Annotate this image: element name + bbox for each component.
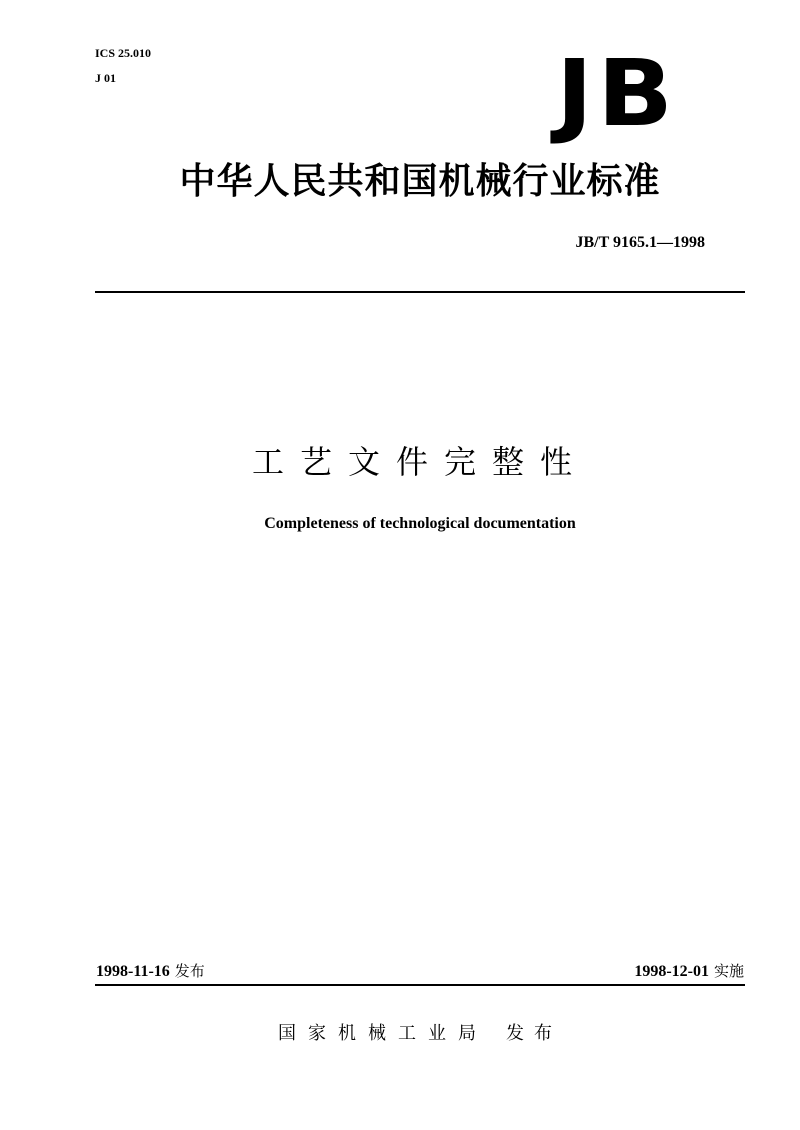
publisher-organization: 国家机械工业局 <box>278 1023 488 1044</box>
issue-date-block <box>96 961 205 982</box>
top-divider <box>95 291 745 293</box>
implementation-date-block <box>634 961 744 982</box>
bottom-divider <box>95 984 745 986</box>
issue-label: 发布 <box>174 962 205 980</box>
standard-number: JB/T 9165.1—1998 <box>575 234 705 251</box>
standard-heading: 中华人民共和国机械行业标准 <box>179 161 661 202</box>
implementation-date: 1998-12-01 <box>634 963 709 980</box>
publisher-line <box>100 1022 740 1046</box>
issue-date: 1998-11-16 <box>96 963 170 980</box>
document-title-chinese: 工艺文件完整性 <box>251 443 588 481</box>
ics-code: ICS 25.010 <box>95 46 152 60</box>
j-code: J 01 <box>95 71 116 85</box>
implementation-label: 实施 <box>713 962 744 980</box>
document-title-english: Completeness of technological documentation <box>264 515 576 532</box>
publisher-action: 发布 <box>506 1023 562 1044</box>
jb-logo: JB <box>556 40 678 147</box>
